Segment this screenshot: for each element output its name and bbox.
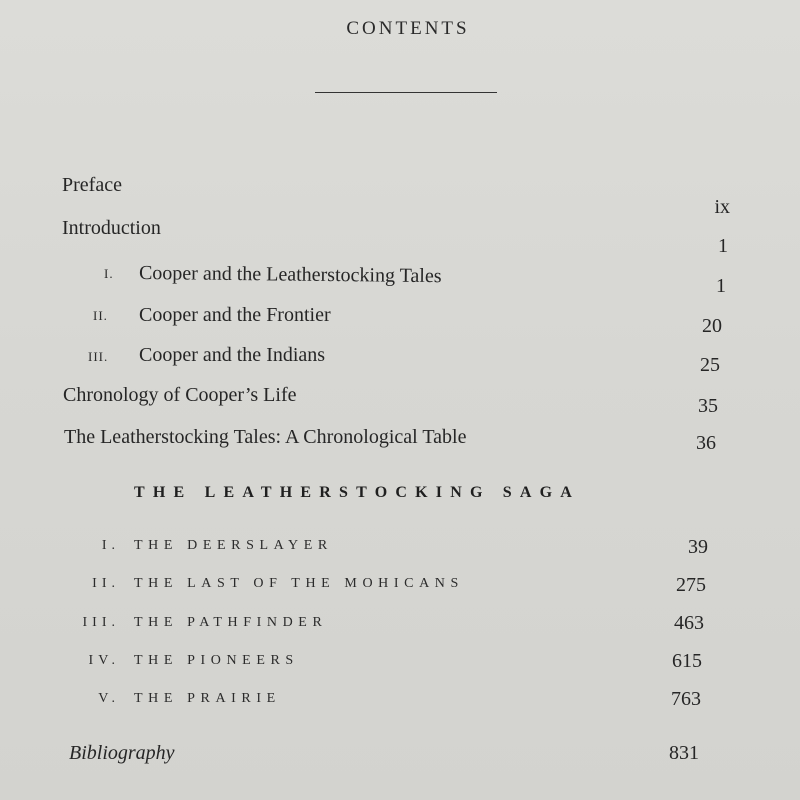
saga-item-2-page: 275 [676,574,706,596]
saga-item-1-page: 39 [688,536,708,558]
title-divider [315,92,497,93]
toc-entry-preface-page: ix [714,196,730,218]
saga-item-5-roman: V. [98,691,120,706]
toc-entry-chrono-table-page: 36 [696,432,716,454]
toc-entry-intro-3-page: 25 [700,354,720,376]
saga-heading: THE LEATHERSTOCKING SAGA [134,484,581,501]
saga-item-3-roman: III. [82,615,120,630]
toc-entry-introduction-page: 1 [718,235,728,257]
saga-item-2-title: THE LAST OF THE MOHICANS [134,576,464,591]
saga-item-2-roman: II. [92,576,120,591]
toc-entry-chronology-label: Chronology of Cooper’s Life [63,384,297,406]
saga-item-4-roman: IV. [88,653,120,668]
toc-entry-bibliography-page: 831 [669,742,699,764]
saga-item-4-title: THE PIONEERS [134,653,299,668]
toc-entry-intro-1-roman: I. [104,266,114,281]
toc-entry-chrono-table-label: The Leatherstocking Tales: A Chronological Table [64,426,467,448]
toc-entry-preface-label: Preface [62,174,122,196]
toc-entry-intro-3-roman: III. [88,349,109,364]
saga-item-5-page: 763 [671,688,701,710]
saga-item-1-title: THE DEERSLAYER [134,538,333,553]
toc-entry-introduction-label: Introduction [62,217,161,239]
saga-item-3-title: THE PATHFINDER [134,615,328,630]
toc-entry-intro-1-page: 1 [716,275,726,297]
saga-item-5-title: THE PRAIRIE [134,691,281,706]
toc-entry-chronology-page: 35 [698,395,718,417]
toc-entry-intro-2-label: Cooper and the Frontier [139,304,331,326]
toc-entry-intro-1-label: Cooper and the Leatherstocking Tales [138,262,442,288]
page-title: CONTENTS [346,18,470,39]
saga-item-1-roman: I. [101,538,120,553]
toc-entry-intro-2-page: 20 [702,315,722,337]
toc-entry-intro-2-roman: II. [93,308,108,323]
saga-item-3-page: 463 [674,612,704,634]
toc-entry-bibliography-label: Bibliography [69,742,175,764]
toc-entry-intro-3-label: Cooper and the Indians [139,344,326,366]
saga-item-4-page: 615 [672,650,702,672]
